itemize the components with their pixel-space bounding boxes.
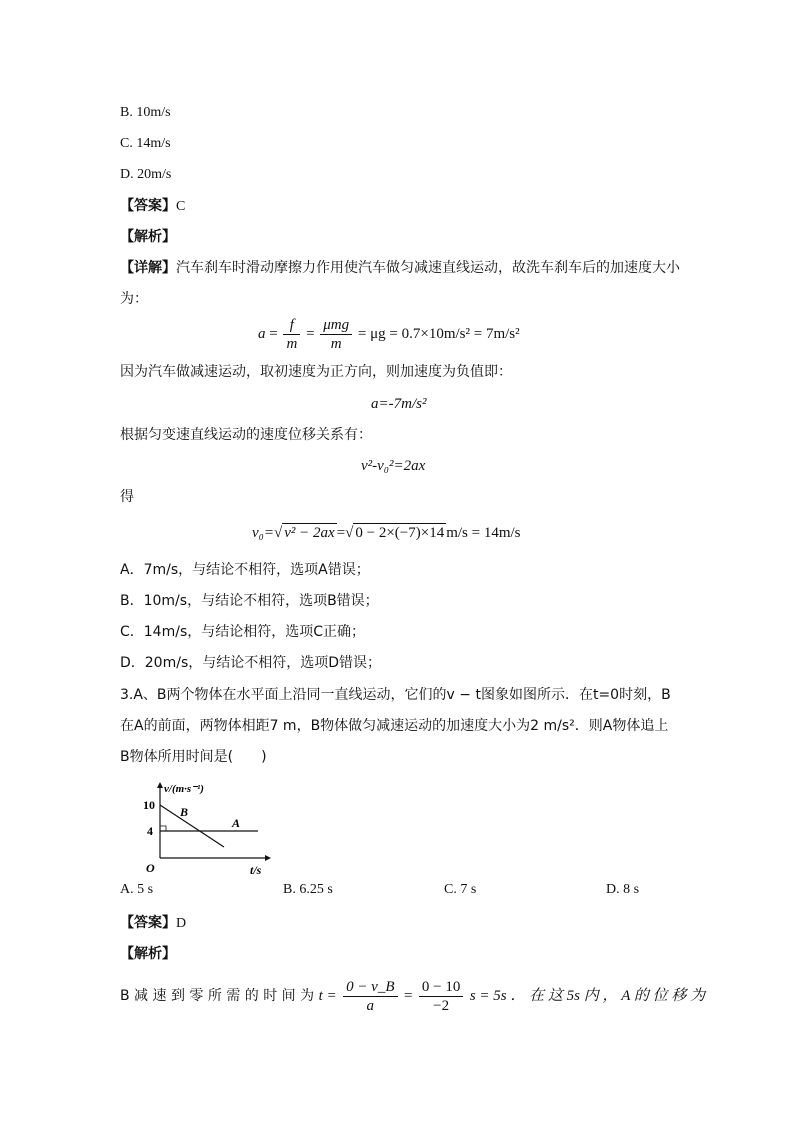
q3-line-2: 在A的前面，两物体相距7 m，B物体做匀减速运动的加速度大小为2 m/s²．则A物体追上 <box>120 718 669 734</box>
analysis-label: 【解析】 <box>120 229 176 245</box>
y-axis-label: v/(m·s⁻¹) <box>164 783 204 795</box>
eq1-a: a <box>258 325 266 342</box>
equation-acceleration: a = $\frac{f}{m}$ = $\frac{\text{μmg}}{m}$ = μg = 0.7×10m/s² = 7m/s² <box>258 317 520 352</box>
q3-line-1: 3.A、B两个物体在水平面上沿同一直线运动，它们的v − t图象如图所示．在t=0时刻，B <box>120 687 671 703</box>
q3-choice-a: A. 5 s <box>120 882 154 897</box>
option-c: C. 14m/s <box>120 136 171 151</box>
conclusion-b: B．10m/s，与结论不相符，选项B错误； <box>120 593 379 609</box>
origin-label: O <box>146 861 155 875</box>
q3-last-post: s = 5s ． 在 这 5s 内 ， A 的 位 移 为 <box>469 988 706 1004</box>
tick-4-label: 4 <box>147 824 153 838</box>
eq4-mid: = <box>336 525 346 541</box>
q3-answer-label: 【答案】 <box>120 915 176 931</box>
equation-velocity-displacement: v²-v₀²=2ax <box>361 458 426 474</box>
eq1-eq: = <box>269 325 278 342</box>
q3-answer-value: D <box>176 916 187 931</box>
q3-last-line: B 减 速 到 零 所 需 的 时 间 为 t = $\frac{0 - v\_B}{a}$ = $\frac{0 - 10}{-2}$ s = 5s ． 在 这 5s 内 ， A 的 位 移 为 <box>120 978 706 1014</box>
eq1-frac-mumg-m: $\frac{\text{μmg}}{m}$ <box>320 316 352 353</box>
conclusion-d: D．20m/s，与结论不相符，选项D错误； <box>120 655 382 671</box>
conclusion-c: C．14m/s，与结论相符，选项C正确； <box>120 624 366 640</box>
tick-10-label: 10 <box>143 798 155 812</box>
y-axis-arrow <box>157 782 163 788</box>
eq4-sqrt2: 0 − 2×(−7)×14 <box>355 525 445 541</box>
q3-last-pre: B 减 速 到 零 所 需 的 时 间 为 <box>120 988 315 1004</box>
equation-v0: v₀=√ v² − 2ax =√ 0 − 2×(−7)×14 m/s = 14m/s <box>252 525 521 541</box>
line-b <box>160 805 224 847</box>
q3-answer-line <box>120 913 186 934</box>
vt-graph <box>140 780 280 880</box>
equation-a-negative: a=-7m/s² <box>371 396 427 412</box>
eq1-frac-f-m: $\frac{f}{m}$ <box>283 316 300 353</box>
detail-text-1: 汽车刹车时滑动摩擦力作用使汽车做匀减速直线运动，故洗车刹车后的加速度大小 <box>176 260 680 276</box>
option-b: B. 10m/s <box>120 105 171 120</box>
tick-marker <box>160 826 166 831</box>
q3-choice-b: B. 6.25 s <box>283 882 333 897</box>
q3-choice-d: D. 8 s <box>606 882 640 897</box>
x-axis-label: t/s <box>250 863 262 877</box>
eq1-rest: = μg = 0.7×10m/s² = 7m/s² <box>357 325 520 342</box>
label-a: A <box>232 816 241 830</box>
answer-line <box>120 196 185 217</box>
q3-frac-2: $\frac{0 - 10}{-2}$ <box>419 978 463 1015</box>
answer-value: C <box>176 199 186 214</box>
q3-line-3: B物体所用时间是( ) <box>120 749 267 765</box>
x-axis-arrow <box>265 855 271 861</box>
text-4: 根据匀变速直线运动的速度位移关系有： <box>120 427 372 443</box>
q3-frac-1: $\frac{0 - v\_B}{a}$ <box>343 978 397 1015</box>
detail-text-2: 为： <box>120 291 148 307</box>
q3-last-t: t = <box>318 988 337 1004</box>
eq4-lhs: v₀= <box>252 525 274 541</box>
q3-analysis-label: 【解析】 <box>120 946 176 962</box>
conclusion-a: A．7m/s，与结论不相符，选项A错误； <box>120 562 370 578</box>
option-d: D. 20m/s <box>120 167 172 182</box>
detail-label: 【详解】 <box>120 260 176 276</box>
text-3: 因为汽车做减速运动，取初速度为正方向，则加速度为负值即： <box>120 364 512 380</box>
eq4-sqrt1: v² − 2ax <box>284 525 335 541</box>
q3-choice-c: C. 7 s <box>444 882 477 897</box>
eq4-rest: m/s = 14m/s <box>446 525 521 541</box>
detail-line-1 <box>120 258 680 278</box>
text-5: 得 <box>120 489 134 505</box>
label-b: B <box>180 805 189 819</box>
answer-label: 【答案】 <box>120 198 176 214</box>
